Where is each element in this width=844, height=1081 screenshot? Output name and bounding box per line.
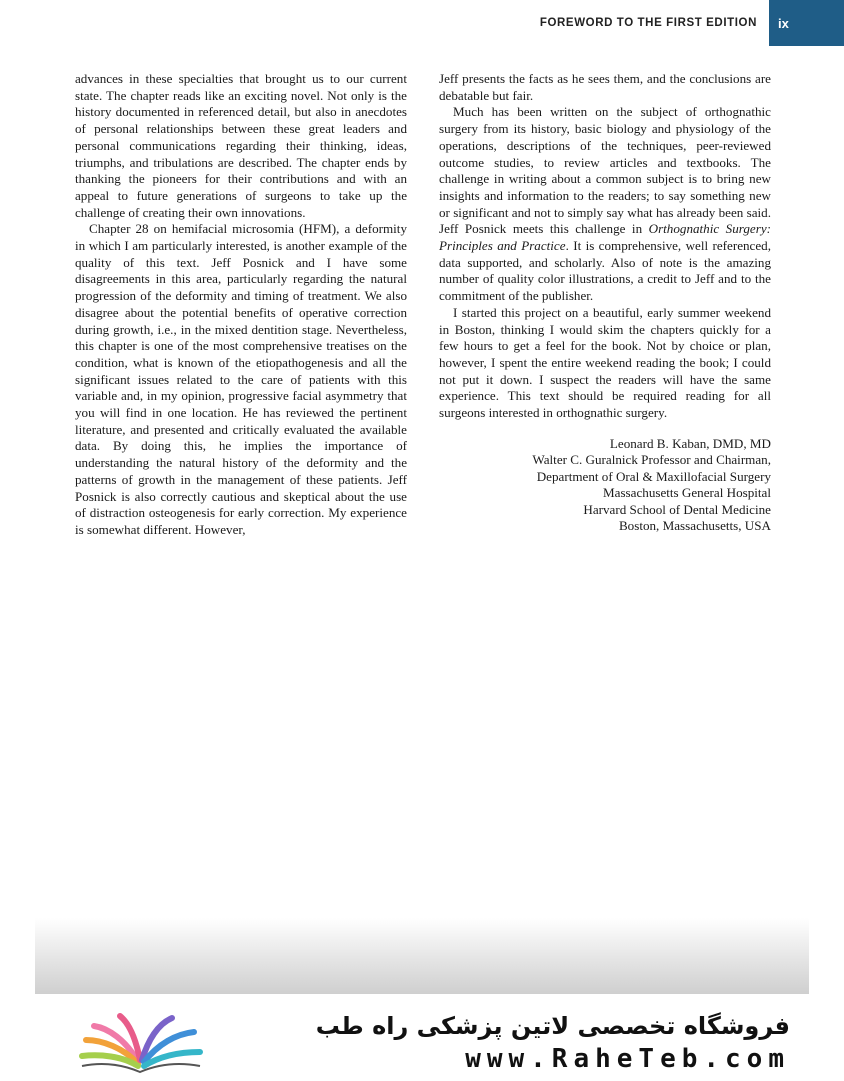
signature-block — [439, 436, 771, 535]
right-paragraph-2 — [439, 104, 771, 304]
left-column — [75, 71, 407, 539]
right-paragraph-2-text-a: Much has been written on the subject of orthognathic surgery from its history, basic biology and physiology of the operations, descriptions of the techniques, peer-reviewed outcome studies, to review articles and textbooks. The challenge in writing about a common subject is to bring new insights and information to the readers; to say something new or significant and not to simply say what has already been said. Jeff Posnick meets this challenge in — [439, 104, 771, 237]
running-title: FOREWORD TO THE FIRST EDITION — [539, 17, 757, 29]
running-head — [540, 0, 844, 46]
page-shadow-band — [35, 918, 809, 994]
book-title: Orthognathic Surgery: Principles and Practice — [439, 221, 771, 254]
left-paragraph-2: Chapter 28 on hemifacial microsomia (HFM), a deformity in which I am particularly interested, is another example of the quality of this text. Jeff Posnick and I have some disagreements in this area, particularly regarding the natural progression of the deformity and timing of treatment. We also disagree about the potential benefits of operative correction during growth, i.e., in the mixed dentition stage. Nevertheless, this chapter is one of the most comprehensive treatises on the condition, what is known of the etiopathogenesis and all the significant issues related to the care of patients with this variable and, in my opinion, progressive facial asymmetry that you will find in one location. He has reviewed the pertinent literature, and presented and critically evaluated the available data. By doing this, he implies the importance of understanding the natural history of the deformity and the patterns of growth in the management of these patients. Jeff Posnick is also correctly cautious and skeptical about the use of distraction osteogenesis for early correction. My experience is somewhat different. However, — [75, 221, 407, 537]
store-url[interactable]: www.RaheTeb.com — [465, 1044, 790, 1074]
store-name: فروشگاه تخصصی لاتین پزشکی راه طب — [315, 1012, 790, 1040]
signature-title: Walter C. Guralnick Professor and Chairman, — [532, 452, 771, 468]
right-paragraph-3: I started this project on a beautiful, early summer weekend in Boston, thinking I would skim the chapters quickly for a few hours to get a feel for the book. Not by choice or plan, however, I spent the entire weekend reading the book; I could not put it down. I suspect the readers will have the same experience. This text should be required reading for all surgeons interested in orthognathic surgery. — [439, 304, 771, 421]
signature-location: Boston, Massachusetts, USA — [618, 518, 771, 534]
right-column — [439, 71, 771, 535]
page-number: ix — [769, 0, 844, 46]
left-paragraph-1: advances in these specialties that brought us to our current state. The chapter reads like an exciting novel. Not only is the history documented in referenced detail, but also in anecdotes of personal relationships between these great leaders and personal communications regarding their thinking, ideas, triumphs, and tribulations are described. The chapter ends by thanking the pioneers for their contributions and with an appeal to future generations of surgeons to take up the challenge of creating their own innovations. — [75, 71, 407, 220]
right-paragraph-1: Jeff presents the facts as he sees them, and the conclusions are debatable but fair. — [439, 71, 771, 103]
open-book-logo-icon — [76, 1010, 206, 1081]
signature-name: Leonard B. Kaban, DMD, MD — [609, 435, 771, 451]
signature-hospital: Massachusetts General Hospital — [603, 485, 771, 501]
signature-school: Harvard School of Dental Medicine — [583, 501, 771, 517]
right-paragraph-2-text-b: . It is comprehensive, well referenced, data supported, and scholarly. Also of note is the amazing number of quality color illustrations, a credit to Jeff and to the commitment of the publisher. — [439, 238, 771, 304]
signature-department: Department of Oral & Maxillofacial Surgery — [536, 468, 771, 484]
